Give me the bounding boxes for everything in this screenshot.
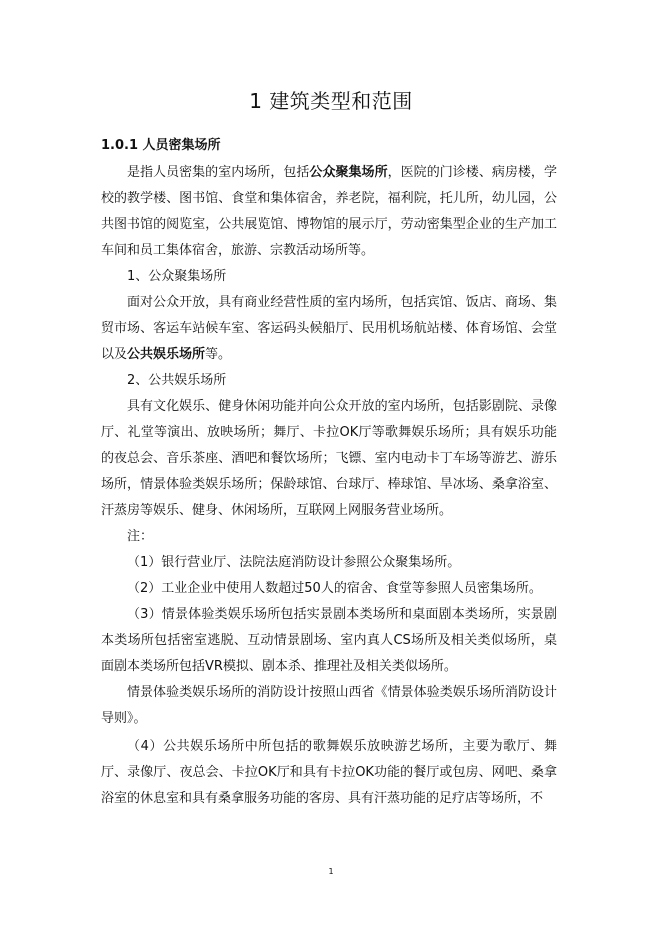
item-2-title: 2、公共娱乐场所	[127, 373, 227, 388]
note-2: （2）工业企业中使用人数超过50人的宿舍、食堂等参照人员密集场所。	[127, 581, 542, 596]
section-heading: 1.0.1 人员密集场所	[101, 138, 221, 153]
note-3-followup: 情景体验类娱乐场所的消防设计按照山西省《情景体验类娱乐场所消防设计导则》。	[101, 685, 557, 726]
paragraph-public-entertainment: 具有文化娱乐、健身休闲功能并向公众开放的室内场所，包括影剧院、录像厅、礼堂等演出、放映场所；舞厅、卡拉OK厅等歌舞娱乐场所；具有娱乐功能的夜总会、音乐茶座、酒吧和餐饮场所；飞镖、室内电动卡丁车场等游艺、游乐场所，情景体验类娱乐场所；保龄球馆、台球厅、棒球馆、旱冰场、桑拿浴室、汗蒸房等娱乐、健身、休闲场所，互联网上网服务营业场所。	[101, 399, 557, 518]
note-3: （3）情景体验类娱乐场所包括实景剧本类场所和桌面剧本类场所，实景剧本类场所包括密室逃脱、互动情景剧场、室内真人CS场所及相关类似场所，桌面剧本类场所包括VR模拟、剧本杀、推理社及相关类似场所。	[101, 607, 557, 674]
paragraph-definition-text-end: ，医院的门诊楼、病房楼，学校的教学楼、图书馆、食堂和集体宿舍，养老院，福利院，托儿所，幼儿园，公共图书馆的阅览室，公共展览馆、博物馆的展示厅，劳动密集型企业的生产加工车间和员工集体宿舍，旅游、宗教活动场所等。	[101, 165, 557, 258]
paragraph-public-gathering	[101, 290, 557, 368]
note-label: 注：	[127, 529, 154, 544]
page-number: 1	[328, 867, 334, 876]
paragraph-definition-text-start: 是指人员密集的室内场所，包括	[127, 165, 310, 180]
paragraph-public-gathering-text-start: 面对公众开放，具有商业经营性质的室内场所，包括宾馆、饭店、商场、集贸市场、客运车站候车室、客运码头候船厅、民用机场航站楼、体育场馆、会堂以及	[101, 295, 557, 362]
note-1: （1）银行营业厅、法院法庭消防设计参照公众聚集场所。	[127, 555, 461, 570]
paragraph-definition	[101, 160, 557, 264]
paragraph-public-gathering-bold-term: 公共娱乐场所	[127, 347, 206, 362]
paragraph-definition-bold-term: 公众聚集场所	[309, 165, 388, 180]
item-1-title: 1、公众聚集场所	[127, 269, 227, 284]
document-body	[101, 160, 557, 812]
chapter-title: 1 建筑类型和范围	[249, 89, 413, 113]
note-4: （4）公共娱乐场所中所包括的歌舞娱乐放映游艺场所，主要为歌厅、舞厅、录像厅、夜总会、卡拉OK厅和具有卡拉OK功能的餐厅或包房、网吧、桑拿浴室的休息室和具有桑拿服务功能的客房、具有汗蒸功能的足疗店等场所，不	[101, 739, 557, 806]
paragraph-public-gathering-text-end: 等。	[205, 347, 232, 362]
